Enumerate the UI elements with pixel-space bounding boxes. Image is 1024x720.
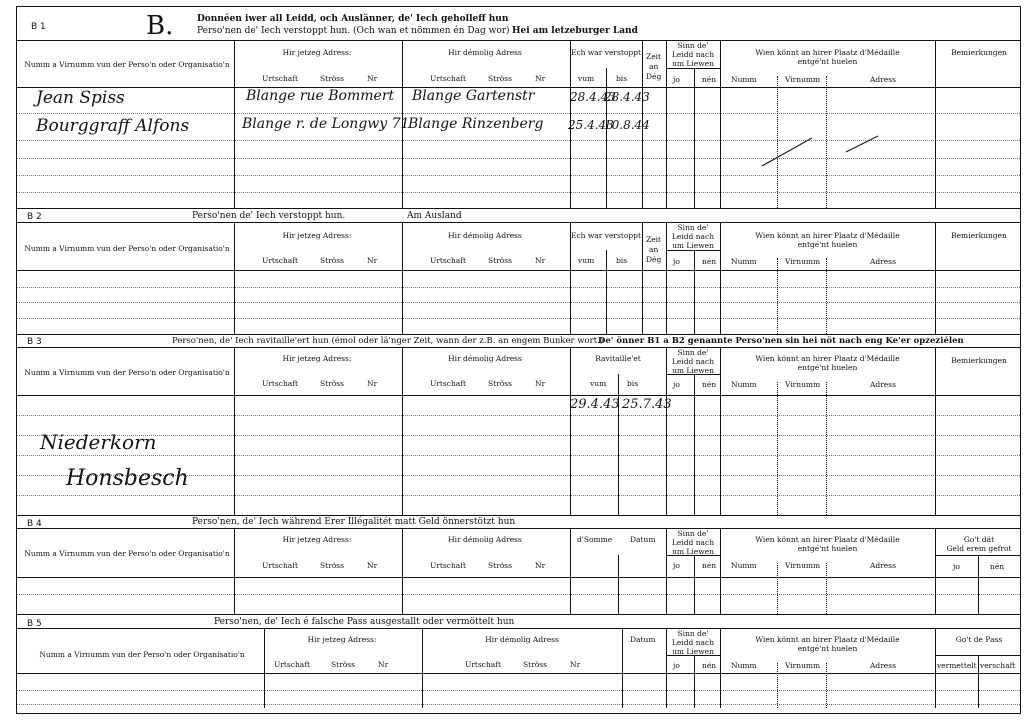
b1-nr: Nr [367,74,378,83]
b5-urtschaft: Urtschaft [274,660,311,669]
b3-name-col: Numm a Virnumm vun der Perso'n oder Organisatio'n [24,368,230,377]
b1-nr-old: Nr [535,74,546,83]
b5-hir-jetzeg: Hir jetzeg Adress: [307,635,377,644]
b2-nr: Nr [367,256,378,265]
b4-summe: d'Somme [577,535,613,544]
column-rule [234,347,235,515]
b2-urtschaft: Urtschaft [262,256,299,265]
header-subrule [666,68,720,69]
b1-numm: Numm [731,75,757,84]
b4-adress: Adress [870,561,896,570]
column-rule [826,258,827,334]
b3-urtschaft-old: Urtschaft [430,379,467,388]
b4-name-col: Numm a Virnumm vun der Perso'n oder Organisatio'n [24,549,230,558]
b1-row2-name: Bourggraff Alfons [36,116,190,136]
column-rule [606,250,607,334]
b1-row1-bis: 28.4.43 [604,90,650,104]
b3-urtschaft: Urtschaft [262,379,299,388]
column-rule [422,628,423,708]
column-rule [642,222,643,334]
column-rule [826,563,827,614]
b1-nen: nén [702,75,717,84]
column-rule [402,222,403,334]
form-title-line2: Perso'nen de' Iech verstoppt hun. (Och wan et nömmen én Dag wor) [197,26,510,36]
b2-wien: Wien könnt an hirer Plaatz d'Médaille entgé'nt huelen [755,231,900,249]
b4-urtschaft-old: Urtschaft [430,561,467,570]
b1-row1-old: Blange Gartenstr [412,88,535,104]
b2-hir-jetzeg: Hir jetzeg Adress: [282,231,352,240]
b1-name-col: Numm a Virnumm vun der Perso'n oder Organisatio'n [24,60,230,69]
column-rule [570,222,571,334]
b1-row2-vum: 25.4.43 [568,118,614,132]
b1-strike-marks [760,130,900,170]
b2-nen: nén [702,257,717,266]
b2-sinn: Sinn de' Leidd nach um Liewen [671,223,715,250]
b2-hir-demolig: Hir démolig Adress [448,231,522,240]
b5-verschaft: verschaft [980,661,1016,670]
column-rule [826,382,827,515]
column-rule [694,374,695,515]
b5-adress: Adress [870,661,896,670]
b3-hir-demolig: Hir démolig Adress [448,354,522,363]
column-rule [606,68,607,208]
column-rule [666,40,667,208]
b4-gof-nen: nén [990,562,1005,571]
section-label-b4: B 4 [27,519,42,529]
b2-top-rule [16,208,1021,209]
column-rule [666,222,667,334]
b5-rule [17,704,1020,705]
b3-hw-niederkorn: Niederkorn [40,430,157,454]
b1-row1-vum: 28.4.43 [570,90,616,104]
column-rule [402,528,403,614]
column-rule [402,40,403,208]
b1-hir-demolig: Hir démolig Adress [448,48,522,57]
b1-ech-war: Ech war verstoppt [570,48,641,57]
b2-an: an [649,245,659,254]
b3-nen: nén [702,380,717,389]
column-rule [777,563,778,614]
b1-urtschaft: Urtschaft [262,74,299,83]
b3-rule [17,415,1020,416]
b3-sinn: Sinn de' Leidd nach um Liewen [671,348,715,375]
b4-hir-jetzeg: Hir jetzeg Adress: [282,535,352,544]
section-letter: B. [146,11,174,41]
b1-rule [17,175,1020,176]
header-subrule [935,655,1020,656]
b1-row2-bis: 10.8.44 [604,118,650,132]
b3-numm: Numm [731,380,757,389]
column-rule [642,40,643,208]
b2-title: Perso'nen de' Iech verstoppt hun. [192,211,346,221]
b5-title: Perso'nen, de' Iech é falsche Pass ausgestallt oder vermöttelt hun [214,617,515,627]
column-rule [720,347,721,515]
b4-title: Perso'nen, de' Iech während Erer Illégalitét matt Geld önnerstötzt hun [192,517,516,527]
b4-gof: Go't dät Geld erem gefrot [946,535,1012,553]
column-rule [777,663,778,708]
b1-row2-old: Blange Rinzenberg [408,116,544,132]
b5-nen: nén [702,661,717,670]
b1-jo: jo [673,75,680,84]
column-rule [694,250,695,334]
b4-nen: nén [702,561,717,570]
column-rule [694,555,695,614]
b3-rav-bis: 25.7.43 [622,397,672,412]
column-rule [777,76,778,208]
form-title-line2-right: Hei am letzeburger Land [512,26,638,36]
b2-bemierkungen: Bemierkungen [951,231,1007,240]
column-rule [618,555,619,614]
header-subrule [666,655,720,656]
b2-stross-old: Ströss [488,256,512,265]
b3-nr: Nr [367,379,378,388]
column-rule [720,40,721,208]
b1-row1-name: Jean Spiss [36,88,125,108]
b2-adress: Adress [870,257,896,266]
b5-numm: Numm [731,661,757,670]
b4-wien: Wien könnt an hirer Plaatz d'Médaille entgé'nt huelen [755,535,900,553]
b4-urtschaft: Urtschaft [262,561,299,570]
b4-numm: Numm [731,561,757,570]
b1-urtschaft-old: Urtschaft [430,74,467,83]
b2-nr-old: Nr [535,256,546,265]
b2-stross: Ströss [320,256,344,265]
b3-rule [17,435,1020,436]
b5-jo: jo [673,661,680,670]
b1-wien: Wien könnt an hirer Plaatz d'Médaille entgé'nt huelen [755,48,900,66]
form-title-line1: Donnéen iwer all Leidd, och Auslänner, de' Iech geholleff hun [197,14,509,24]
column-rule [234,222,235,334]
b4-stross: Ströss [320,561,344,570]
b2-ech-war: Ech war verstoppt [570,231,641,240]
column-rule [777,382,778,515]
column-rule [234,40,235,208]
b2-title-right: Am Ausland [407,211,462,221]
b1-bis: bis [616,74,628,83]
b5-sinn: Sinn de' Leidd nach um Liewen [671,629,715,656]
b2-urtschaft-old: Urtschaft [430,256,467,265]
column-rule [666,347,667,515]
b4-jo: jo [673,561,680,570]
b5-stross: Ströss [331,660,355,669]
b1-zeit: Zeit [646,52,662,61]
b2-virnumm: Virnumm [785,257,821,266]
b1-row1-now: Blange rue Bommert [246,88,395,104]
b3-jo: jo [673,380,680,389]
b2-deg: Dég [646,255,662,264]
column-rule [935,528,936,614]
b4-nr-old: Nr [535,561,546,570]
b5-urtschaft-old: Urtschaft [465,660,502,669]
b5-nr-old: Nr [570,660,581,669]
b5-name-col: Numm a Virnumm vun der Perso'n oder Organisatio'n [39,650,245,659]
b2-numm: Numm [731,257,757,266]
b5-nr: Nr [378,660,389,669]
b4-virnumm: Virnumm [785,561,821,570]
b5-datum: Datum [630,635,656,644]
column-rule [570,528,571,614]
column-rule [935,222,936,334]
column-rule [826,663,827,708]
header-subrule [666,250,720,251]
b3-virnumm: Virnumm [785,380,821,389]
b2-zeit: Zeit [646,235,662,244]
column-rule [570,40,571,208]
b2-rule [17,302,1020,303]
b3-hir-jetzeg: Hir jetzeg Adress: [282,354,352,363]
column-rule [694,655,695,708]
b4-datum: Datum [630,535,656,544]
b5-stross-old: Ströss [523,660,547,669]
column-rule [720,222,721,334]
column-rule [622,628,623,708]
column-rule [720,628,721,708]
column-rule [618,374,619,515]
column-rule [234,528,235,614]
column-rule [570,347,571,515]
b3-wien: Wien könnt an hirer Plaatz d'Médaille entgé'nt huelen [755,354,900,372]
b2-rule [17,318,1020,319]
column-rule [935,40,936,208]
column-rule [402,347,403,515]
b4-nr: Nr [367,561,378,570]
b3-title-right: De' önner B1 a B2 genannte Perso'nen sin hei nöt nach eng Ke'er opzeziélen [598,336,964,346]
b1-hir-jetzeg: Hir jetzeg Adress: [282,48,352,57]
section-label-b3: B 3 [27,337,42,347]
b3-vum: vum [590,379,607,388]
column-rule [666,528,667,614]
b3-ravitailleet: Ravitaille'et [595,354,641,363]
column-rule [826,76,827,208]
b4-top-rule [16,515,1021,516]
b1-virnumm: Virnumm [785,75,821,84]
header-subrule [666,374,720,375]
column-rule [935,347,936,515]
column-rule [264,628,265,708]
header-subrule [935,555,1020,556]
column-rule [694,68,695,208]
b1-deg: Dég [646,72,662,81]
b5-vermettelt: vermettelt [937,661,977,670]
b1-rule [17,192,1020,193]
b1-vum: vum [578,74,595,83]
b1-an: an [649,62,659,71]
b5-virnumm: Virnumm [785,661,821,670]
b2-bis: bis [616,256,628,265]
b5-hir-demolig: Hir démolig Adress [485,635,559,644]
b4-gof-jo: jo [953,562,960,571]
b3-hw-honsbesch: Honsbesch [66,466,189,491]
b4-sinn: Sinn de' Leidd nach um Liewen [671,529,715,556]
b2-name-col: Numm a Virnumm vun der Perso'n oder Organisatio'n [24,244,230,253]
b2-jo: jo [673,257,680,266]
b3-rav-vum: 29.4.43 [570,397,620,412]
b5-gof-pass: Go't de Pass [955,635,1003,644]
b1-stross: Ströss [320,74,344,83]
b3-nr-old: Nr [535,379,546,388]
header-subrule [666,555,720,556]
b1-bemierkungen: Bemierkungen [951,48,1007,57]
column-rule [935,628,936,708]
b1-row2-now: Blange r. de Longwy 71 [242,116,410,132]
b3-bemierkungen: Bemierkungen [951,356,1007,365]
b5-top-rule [16,614,1021,615]
b3-bis: bis [627,379,639,388]
b5-rule [17,690,1020,691]
section-label-b2: B 2 [27,212,42,222]
b3-top-rule [16,334,1021,335]
b2-rule [17,287,1020,288]
b2-vum: vum [578,256,595,265]
column-rule [666,628,667,708]
column-rule [777,258,778,334]
column-rule [720,528,721,614]
section-label-b5: B 5 [27,619,42,629]
b5-wien: Wien könnt an hirer Plaatz d'Médaille entgé'nt huelen [755,635,900,653]
b3-stross: Ströss [320,379,344,388]
b1-sinn: Sinn de' Leidd nach um Liewen [671,41,715,68]
b4-stross-old: Ströss [488,561,512,570]
section-label-b1: B 1 [31,22,46,32]
b3-rule [17,455,1020,456]
b1-rule [17,113,1020,114]
column-rule [978,655,979,708]
b3-adress: Adress [870,380,896,389]
b3-stross-old: Ströss [488,379,512,388]
b1-adress: Adress [870,75,896,84]
b4-rule [17,594,1020,595]
b4-hir-demolig: Hir démolig Adress [448,535,522,544]
b1-stross-old: Ströss [488,74,512,83]
column-rule [978,555,979,614]
b3-title: Perso'nen, de' Iech ravitaille'ert hun (émol oder lä'nger Zeit, wann der z.B. an engem Bunker wort.) [172,336,604,346]
b3-rule [17,495,1020,496]
